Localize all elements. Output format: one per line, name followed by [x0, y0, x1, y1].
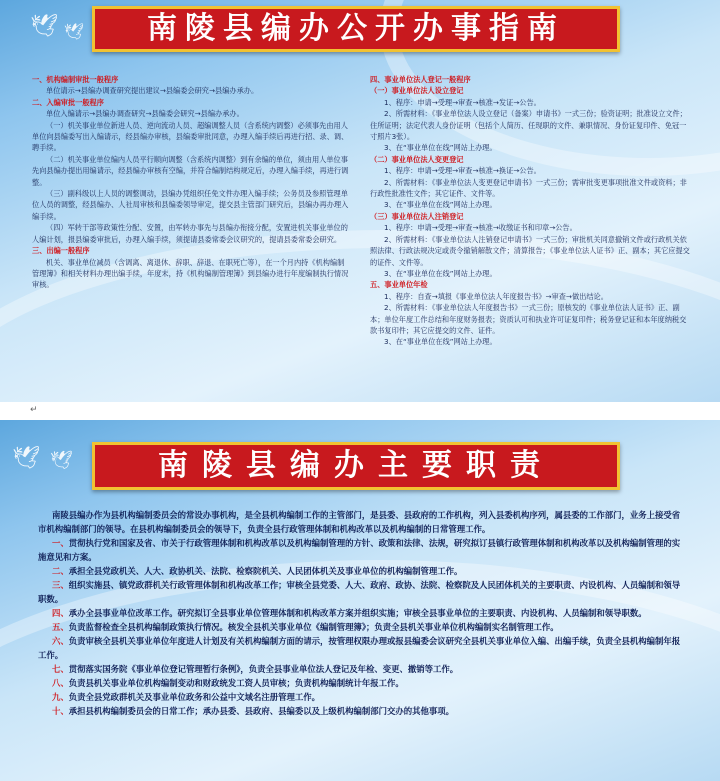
duties-intro: 南陵县编办作为县机构编制委员会的常设办事机构，是全县机构编制工作的主管部门，是县委、县政府的工作机构，列入县委机构序列，属县委的工作部门，业务上接受省市机构编制部门的领导。在县机构编制委员会的领导下，负责全县行政管理体制和机构改革以及机构编制的日常管理工作。 [38, 510, 681, 534]
paragraph: （三）副科级以上人员的调整调动，县编办凭组织任免文件办理入编手续；公务员及参照管理单位人员的调整，经县编办、人社局审核和县编委领导审定，提交县主管部门研究后，县编办再办理入编手续。 [32, 189, 349, 221]
paragraph: 2、所需材料：《事业单位法人变更登记申请书》一式三份；需审批变更事项批准文件或资料；非行政性批准性文件；其它证件、文件等。 [370, 177, 687, 199]
duties-panel [0, 420, 720, 781]
duty-item [38, 634, 682, 662]
dove-icon: 🕊 [30, 14, 58, 39]
duty-text: 贯彻落实国务院《事业单位登记管理暂行条例》，负责全县事业单位法人登记及年检、变更、撤销等工作。 [68, 664, 459, 674]
section-heading: （三）事业单位法人注销登记 [370, 211, 464, 221]
duty-item [38, 564, 682, 578]
paragraph: 单位请示→县编办调查研究提出建议→县编委会研究→县编办承办。 [46, 86, 259, 96]
duties-list [38, 536, 682, 718]
duty-text: 负责县机关事业单位机构编制变动和财政统发工资人员审核；负责机构编制统计年报工作。 [68, 678, 404, 688]
section-heading: 三、出编一般程序 [32, 246, 90, 256]
paragraph: （四）军转干部等政策性分配、安置，由军转办事先与县编办衔接分配，安置进机关事业单位的人编计划，报县编委审批后，办理入编手续，须提请县委常委会议研究的，提请县委常委会研究。 [32, 223, 348, 244]
dove-icon: 🕊 [12, 446, 40, 471]
duty-text: 负责监督检查全县机构编制政策执行情况。核发全县机关事业单位《编制管理簿》；负责全县机关事业单位机构编制实名制管理工作。 [68, 622, 559, 632]
duty-number: 七、 [52, 664, 69, 674]
duties-title: 南陵县编办主要职责 [92, 442, 620, 490]
duty-number: 三、 [52, 580, 69, 590]
duty-text: 承担县机构编制委员会的日常工作；承办县委、县政府、县编委以及上级机构编制部门交办的其他事项。 [68, 706, 454, 716]
duty-text: 贯彻执行党和国家及省、市关于行政管理体制和机构改革以及机构编制管理的方针、政策和法律、法规，研究拟订县镇行政管理体制和机构改革以及机构编制管理的实施意见和方案。 [38, 538, 681, 562]
duty-item [38, 578, 682, 606]
section-heading: （一）事业单位法人设立登记 [370, 86, 464, 96]
section-heading: （二）事业单位法人变更登记 [370, 154, 464, 164]
paragraph: 3、在“事业单位在线”网站上办理。 [384, 268, 497, 278]
paragraph: 单位入编请示→县编办调查研究→县编委会研究→县编办承办。 [46, 109, 244, 119]
duty-item [38, 704, 682, 718]
paragraph: 1、程序：申请→受理→审查→核准→发证→公告。 [384, 97, 541, 107]
paragraph: 1、程序：申请→受理→审查→核准→换证→公告。 [384, 166, 541, 176]
duty-item [38, 536, 682, 564]
duty-text: 承办全县事业单位改革工作。研究拟订全县事业单位管理体制和机构改革方案并组织实施；审核全县事业单位的主要职责、内设机构、人员编制和领导职数。 [68, 608, 647, 618]
section-heading: 二、入编审批一般程序 [32, 97, 104, 107]
duty-number: 十、 [52, 706, 69, 716]
paragraph: 2、所需材料：《事业单位法人设立登记（备案）申请书》一式三份；验资证明；批准设立文件；住所证明；法定代表人身份证明（包括个人简历、任现职的文件、兼职情况、身份证复印件、免冠一寸照片3张）。 [370, 109, 687, 142]
duty-number: 八、 [52, 678, 69, 688]
paragraph: 3、在“事业单位在线”网站上办理。 [384, 337, 497, 347]
duty-number: 四、 [52, 608, 69, 618]
guide-title: 南陵县编办公开办事指南 [92, 6, 620, 52]
duty-text: 负责全县党政群机关及事业单位政务和公益中文域名注册管理工作。 [68, 692, 320, 702]
duty-item [38, 690, 682, 704]
duty-number: 六、 [52, 636, 69, 646]
paragraph: 2、所需材料：《事业单位法人注销登记申请书》一式三份；审批机关同意撤销文件或行政机关依照法律、行政法规决定或责令撤销解散文件；清算报告；《事业单位法人证书》正、副本；其它应提交的证件、文件等。 [370, 234, 690, 267]
duty-text: 负责审核全县机关事业单位年度进人计划及有关机构编制方面的请示，按管理权限办理或报县编委会议研究全县机关事业单位入编、出编手续，负责全县机构编制年报工作。 [38, 636, 681, 660]
duty-text: 承担全县党政机关、人大、政协机关、法院、检察院机关、人民团体机关及事业单位的机构编制管理工作。 [68, 566, 463, 576]
duty-number: 一、 [52, 538, 69, 548]
paragraph: 1、程序：申请→受理→审查→核准→收缴证书和印章→公告。 [384, 223, 577, 233]
paragraph-mark: ↵ [30, 405, 38, 415]
paragraph: （二）机关事业单位编内人员平行顺向调整（含系统内调整）到有余编的单位，须由用人单位事先向县编办提出用编请示，经县编办审核有空编，并符合编制结构规定后，办理入编手续，再进行调整。 [32, 154, 349, 187]
paragraph: （一）机关事业单位新进人员、逆向流动人员、超编调整人员（含系统内调整）必须事先由用人单位向县编委写出入编请示，经县编办审核，县编委审批同意，办理入编手续后再进行招、录、调、聘手续。 [32, 120, 349, 153]
paragraph: 2、所需材料：《事业单位法人年度报告书》一式三份；原核发的《事业单位法人证书》正、副本；单位年度工作总结和年度财务报表；资质认可和执业许可证复印件；税务登记证和本年度纳税交款书复印件；其它应提交的文件、证件。 [370, 303, 687, 335]
paragraph: 3、在“事业单位在线”网站上办理。 [384, 200, 497, 210]
guide-right-column [370, 74, 692, 348]
duty-text: 组织实施县、镇党政群机关行政管理体制和机构改革工作；审核全县党委、人大、政府、政协、法院、检察院及人民团体机关的主要职责、内设机构、人员编制和领导职数。 [38, 580, 681, 604]
section-heading: 四、事业单位法人登记一般程序 [370, 75, 471, 84]
duty-number: 二、 [52, 566, 69, 576]
paragraph: 机关、事业单位减员（含调离、离退休、辞职、辞退、在职死亡等），在一个月内持《机构编制管理簿》和相关材料办理出编手续，年度末，持《机构编制管理簿》到县编办进行年度编制执行情况审核。 [32, 257, 349, 290]
dove-icon: 🕊 [64, 22, 85, 41]
duty-item [38, 620, 682, 634]
duty-item [38, 662, 682, 676]
paragraph: 1、程序：自查→填报《事业单位法人年度报告书》→审查→做出结论。 [384, 291, 608, 301]
duty-number: 五、 [52, 622, 69, 632]
dove-icon: 🕊 [50, 450, 73, 471]
duties-body [38, 508, 682, 718]
paragraph: 3、在“事业单位在线”网站上办理。 [384, 143, 497, 153]
duty-item [38, 676, 682, 690]
duty-item [38, 606, 682, 620]
duty-number: 九、 [52, 692, 69, 702]
guide-left-column [32, 74, 350, 291]
section-heading: 五、事业单位年检 [370, 280, 428, 290]
section-heading: 一、机构编制审批一般程序 [32, 75, 119, 84]
